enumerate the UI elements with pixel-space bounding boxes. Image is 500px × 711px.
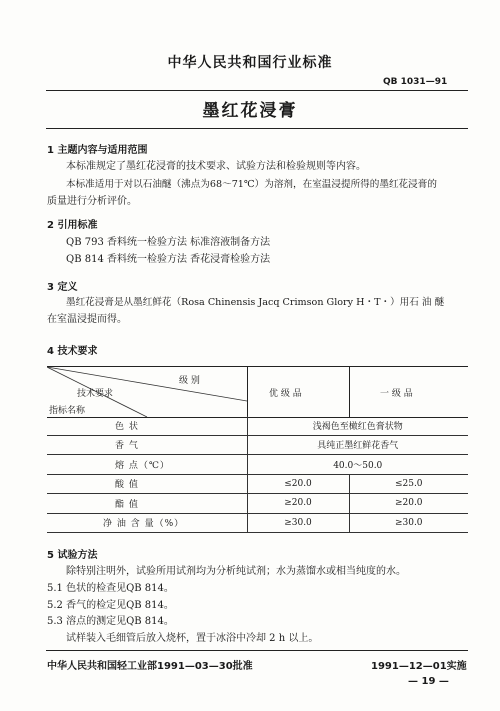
section-1-heading: 1 主题内容与适用范围	[47, 145, 148, 156]
row-shared-value: 40.0～50.0	[247, 455, 468, 475]
section-5-heading: 5 试验方法	[47, 550, 98, 561]
spec-table-header	[47, 366, 468, 418]
approval-line: 中华人民共和国轻工业部1991—03—30批准	[47, 661, 253, 672]
row-first-value: ≥20.0	[349, 494, 468, 514]
item-5-1: 5.1 色状的检查见QB 814。	[47, 583, 174, 594]
header-first-grade: 一 级 品	[380, 389, 413, 399]
row-name: 酯 值	[47, 494, 247, 514]
section-1-para-2b: 质量进行分析评价。	[47, 196, 137, 207]
table-row	[47, 494, 468, 514]
row-name: 净 油 含 量（%）	[47, 513, 247, 533]
definition-para-b: 在室温浸提而得。	[47, 314, 127, 325]
row-name: 酸 值	[47, 474, 247, 494]
table-row	[47, 435, 468, 455]
section-5-para-1: 除特别注明外，试验所用试剂均为分析纯试剂；水为蒸馏水或相当纯度的水。	[66, 566, 406, 577]
reference-2: QB 814 香料统一检验方法 香花浸膏检验方法	[66, 254, 271, 265]
row-superior-value: ≤20.0	[247, 474, 349, 494]
item-5-2: 5.2 香气的检定见QB 814。	[47, 600, 174, 611]
section-1-para-1: 本标准规定了墨红花浸膏的技术要求、试验方法和检验规则等内容。	[66, 161, 366, 172]
table-row	[47, 513, 468, 533]
item-5-3: 5.3 溶点的测定见QB 814。	[47, 616, 174, 627]
row-shared-value: 浅褐色至橄红色膏状物	[247, 416, 468, 435]
table-row	[47, 455, 468, 475]
standard-code: QB 1031—91	[383, 77, 448, 87]
section-4-heading: 4 技术要求	[47, 346, 98, 357]
header-grade: 级 别	[179, 376, 200, 386]
header-superior-grade: 优 级 品	[269, 389, 302, 399]
definition-para-a: 墨红花浸膏是从墨红鲜花（Rosa Chinensis Jacq Crimson Glory H・T・）用石 油 醚	[66, 297, 445, 308]
header-indicator-name: 指标名称	[49, 406, 86, 416]
standard-heading: 中华人民共和国行业标准	[167, 55, 333, 71]
section-3-heading: 3 定义	[47, 282, 78, 293]
section-5-para-2: 试样装入毛细管后放入烧杯，置于冰浴中冷却 2 h 以上。	[66, 633, 319, 644]
reference-1: QB 793 香料统一检验方法 标准溶液制备方法	[66, 237, 271, 248]
page-number: — 19 —	[408, 676, 449, 687]
effective-date: 1991—12—01实施	[371, 661, 467, 672]
row-first-value: ≥30.0	[349, 513, 468, 533]
header-rule	[46, 90, 468, 91]
document-title: 墨红花浸膏	[202, 101, 298, 121]
row-name: 熔 点（℃）	[47, 455, 247, 475]
row-name: 香 气	[47, 435, 247, 455]
row-shared-value: 具纯正墨红鲜花香气	[247, 435, 468, 455]
header-requirement: 技术要求	[77, 389, 114, 399]
table-row	[47, 416, 468, 435]
row-name: 色 状	[47, 416, 247, 435]
row-superior-value: ≥20.0	[247, 494, 349, 514]
section-1-para-2a: 本标准适用于对以石油醚（沸点为68～71℃）为溶剂，在室温浸提所得的墨红花浸膏的	[66, 179, 437, 190]
row-superior-value: ≥30.0	[247, 513, 349, 533]
footer-rule	[46, 650, 468, 651]
section-2-heading: 2 引用标准	[47, 220, 98, 231]
row-first-value: ≤25.0	[349, 474, 468, 494]
spec-table	[47, 416, 468, 533]
table-row	[47, 474, 468, 494]
title-rule	[46, 128, 468, 129]
